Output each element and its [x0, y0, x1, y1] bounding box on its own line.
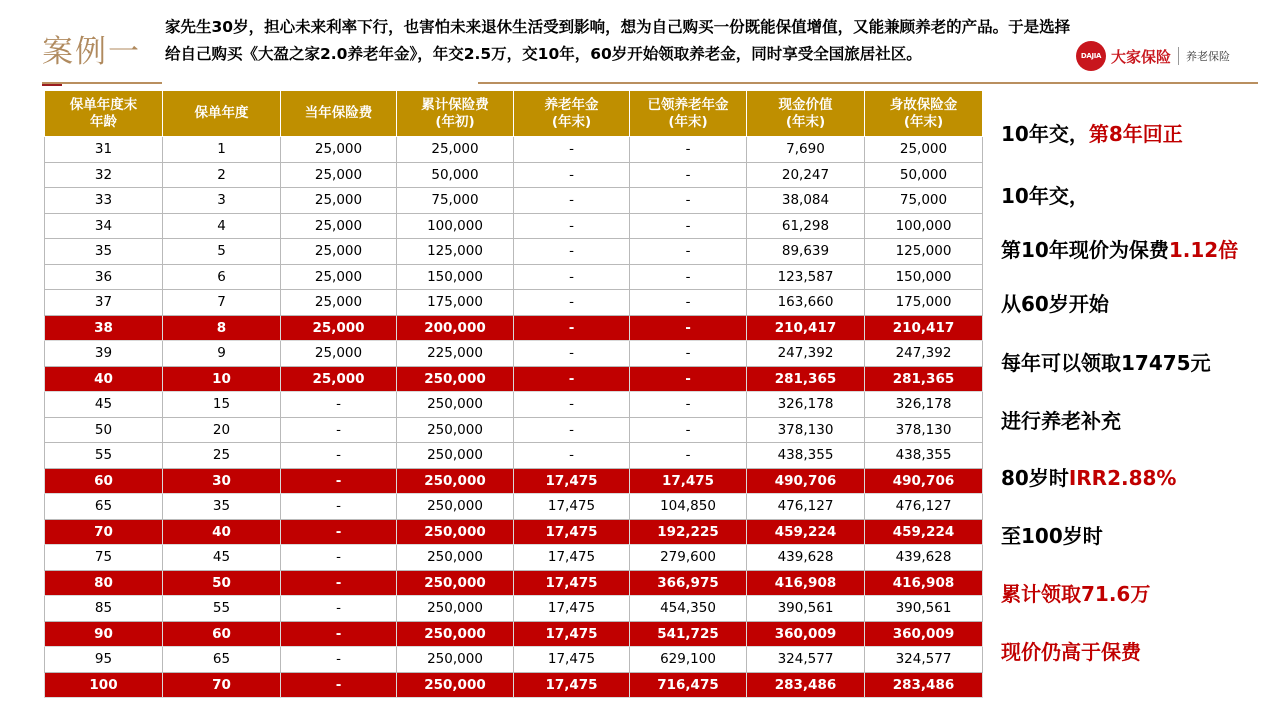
column-header — [514, 91, 630, 137]
table-cell: - — [630, 162, 747, 188]
table-cell: - — [281, 545, 397, 571]
table-cell: 45 — [45, 392, 163, 418]
table-header — [45, 91, 983, 137]
column-header — [397, 91, 514, 137]
table-cell: - — [281, 672, 397, 698]
table-cell: - — [281, 392, 397, 418]
table-cell: 125,000 — [397, 239, 514, 265]
column-header-line: (年末) — [785, 113, 826, 130]
table-cell: 17,475 — [514, 621, 630, 647]
table-cell: - — [281, 417, 397, 443]
table-cell: 100 — [45, 672, 163, 698]
column-header-line: (年末) — [551, 113, 592, 130]
table-cell: - — [514, 188, 630, 214]
table-cell: 200,000 — [397, 315, 514, 341]
table-cell: 250,000 — [397, 494, 514, 520]
table-cell: - — [630, 264, 747, 290]
table-cell: 61,298 — [747, 213, 865, 239]
table-cell: 9 — [163, 341, 281, 367]
table-row-highlighted — [45, 672, 983, 698]
table-header-row — [45, 91, 983, 137]
table-cell: 89,639 — [747, 239, 865, 265]
table-cell: 25,000 — [281, 213, 397, 239]
column-header-line: 养老年金 — [544, 96, 599, 113]
logo-mark-icon: DAJIA — [1076, 41, 1106, 71]
table-cell: 250,000 — [397, 672, 514, 698]
table-cell: 360,009 — [747, 621, 865, 647]
table-cell: 50,000 — [397, 162, 514, 188]
table-cell: - — [630, 417, 747, 443]
table-cell: 50 — [45, 417, 163, 443]
table-cell: 35 — [163, 494, 281, 520]
table-cell: 34 — [45, 213, 163, 239]
table-cell: 250,000 — [397, 519, 514, 545]
company-logo — [1072, 40, 1234, 72]
table-cell: 17,475 — [514, 570, 630, 596]
table-cell: 250,000 — [397, 570, 514, 596]
logo-name: 大家保险 — [1111, 47, 1172, 66]
table-cell: 6 — [163, 264, 281, 290]
table-row — [45, 264, 983, 290]
table-cell: 25,000 — [281, 239, 397, 265]
table-cell: - — [630, 392, 747, 418]
title-underline-right — [478, 82, 1258, 84]
table-cell: - — [630, 315, 747, 341]
table-cell: 250,000 — [397, 468, 514, 494]
side-note — [1001, 520, 1103, 549]
table-cell: - — [630, 188, 747, 214]
title-underline-accent — [42, 84, 62, 86]
table-cell: 279,600 — [630, 545, 747, 571]
table-cell: 104,850 — [630, 494, 747, 520]
table-cell: 366,975 — [630, 570, 747, 596]
table-cell: - — [630, 366, 747, 392]
intro-line-2: 给自己购买《大盈之家2.0养老年金》，年交2.5万，交10年，60岁开始领取养老金，同时享受全国旅居社区。 — [165, 45, 922, 63]
column-header — [281, 91, 397, 137]
table-cell: - — [514, 315, 630, 341]
table-cell: 90 — [45, 621, 163, 647]
table-cell: - — [630, 341, 747, 367]
case-title: 案例一 — [42, 34, 141, 70]
table-cell: 50,000 — [865, 162, 983, 188]
table-cell: 541,725 — [630, 621, 747, 647]
table-row — [45, 137, 983, 163]
table-cell: 95 — [45, 647, 163, 673]
table-cell: 17,475 — [514, 519, 630, 545]
table-row-highlighted — [45, 570, 983, 596]
table-cell: 5 — [163, 239, 281, 265]
table-cell: 250,000 — [397, 366, 514, 392]
column-header-line: (年初) — [435, 113, 475, 130]
table-cell: 17,475 — [514, 494, 630, 520]
table-cell: 490,706 — [865, 468, 983, 494]
table-cell: 250,000 — [397, 621, 514, 647]
table-cell: - — [514, 443, 630, 469]
table-cell: 31 — [45, 137, 163, 163]
table-cell: 150,000 — [865, 264, 983, 290]
table-cell: 39 — [45, 341, 163, 367]
column-header-line: 保单年度末 — [69, 96, 138, 113]
column-header-line: 已领养老年金 — [647, 96, 729, 113]
side-note-highlight: 累计领取71.6万 — [1001, 582, 1151, 606]
table-cell: - — [514, 264, 630, 290]
table-cell: 75 — [45, 545, 163, 571]
table-cell: 360,009 — [865, 621, 983, 647]
table-cell: 210,417 — [747, 315, 865, 341]
table-cell: - — [281, 468, 397, 494]
table-cell: 10 — [163, 366, 281, 392]
table-row-highlighted — [45, 519, 983, 545]
table-cell: - — [514, 162, 630, 188]
table-cell: 50 — [163, 570, 281, 596]
table-cell: 476,127 — [747, 494, 865, 520]
column-header — [747, 91, 865, 137]
table-cell: 25,000 — [281, 290, 397, 316]
table-cell: 70 — [45, 519, 163, 545]
table-cell: 7,690 — [747, 137, 865, 163]
table-cell: - — [281, 570, 397, 596]
table-cell: 36 — [45, 264, 163, 290]
table-cell: - — [514, 341, 630, 367]
table-cell: 416,908 — [865, 570, 983, 596]
table-cell: 459,224 — [865, 519, 983, 545]
table-cell: - — [630, 290, 747, 316]
side-note — [1001, 347, 1211, 376]
table-cell: 100,000 — [397, 213, 514, 239]
table-cell: - — [281, 494, 397, 520]
table-cell: 163,660 — [747, 290, 865, 316]
table-cell: 324,577 — [865, 647, 983, 673]
table-cell: 15 — [163, 392, 281, 418]
table-cell: 100,000 — [865, 213, 983, 239]
logo-divider — [1178, 47, 1179, 65]
table-cell: 37 — [45, 290, 163, 316]
table-cell: 150,000 — [397, 264, 514, 290]
table-row-highlighted — [45, 468, 983, 494]
table-cell: 250,000 — [397, 596, 514, 622]
table-cell: 250,000 — [397, 417, 514, 443]
side-note-highlight: 1.12倍 — [1168, 238, 1239, 262]
table-cell: 25,000 — [397, 137, 514, 163]
column-header-line: 年龄 — [90, 113, 117, 130]
table-cell: 326,178 — [747, 392, 865, 418]
table-cell: 476,127 — [865, 494, 983, 520]
column-header — [163, 91, 281, 137]
table-row — [45, 443, 983, 469]
table-cell: 17,475 — [514, 596, 630, 622]
side-note-highlight: 现价仍高于保费 — [1001, 640, 1141, 664]
table-cell: 210,417 — [865, 315, 983, 341]
side-note-highlight: IRR2.88% — [1068, 466, 1177, 490]
table-cell: 439,628 — [747, 545, 865, 571]
table-cell: 225,000 — [397, 341, 514, 367]
table-cell: 8 — [163, 315, 281, 341]
column-header-line: 现金价值 — [778, 96, 833, 113]
table-cell: 629,100 — [630, 647, 747, 673]
table-cell: 55 — [163, 596, 281, 622]
table-cell: - — [630, 213, 747, 239]
table-cell: 175,000 — [865, 290, 983, 316]
side-note — [1001, 180, 1089, 209]
column-header — [630, 91, 747, 137]
table-cell: - — [630, 137, 747, 163]
side-note — [1001, 234, 1238, 263]
table-cell: 60 — [45, 468, 163, 494]
column-header-line: (年末) — [903, 113, 944, 130]
table-cell: 2 — [163, 162, 281, 188]
table-cell: - — [514, 392, 630, 418]
table-cell: 20,247 — [747, 162, 865, 188]
table-cell: 17,475 — [514, 672, 630, 698]
table-cell: - — [630, 239, 747, 265]
table-cell: 250,000 — [397, 392, 514, 418]
table-cell: 716,475 — [630, 672, 747, 698]
side-note-text: 第10年现价为保费 — [1001, 238, 1169, 262]
table-body — [45, 137, 983, 698]
table-cell: 192,225 — [630, 519, 747, 545]
table-cell: 30 — [163, 468, 281, 494]
column-header-line: (年末) — [668, 113, 708, 130]
table-row — [45, 188, 983, 214]
column-header-line: 当年保险费 — [304, 105, 373, 121]
table-cell: 390,561 — [865, 596, 983, 622]
side-note — [1001, 288, 1109, 317]
table-cell: 38,084 — [747, 188, 865, 214]
table-cell: 281,365 — [865, 366, 983, 392]
side-note — [1001, 405, 1121, 434]
side-note — [1001, 578, 1150, 607]
table-cell: 33 — [45, 188, 163, 214]
table-cell: 40 — [163, 519, 281, 545]
logo-subtitle: 养老保险 — [1186, 50, 1231, 63]
table-cell: 70 — [163, 672, 281, 698]
table-row — [45, 647, 983, 673]
table-cell: 459,224 — [747, 519, 865, 545]
column-header-line: 累计保险费 — [421, 96, 489, 113]
table-cell: 326,178 — [865, 392, 983, 418]
table-cell: 281,365 — [747, 366, 865, 392]
table-cell: - — [281, 647, 397, 673]
table-row — [45, 545, 983, 571]
table-cell: 38 — [45, 315, 163, 341]
table-cell: 25,000 — [865, 137, 983, 163]
side-note-highlight: 第8年回正 — [1088, 122, 1183, 146]
table-cell: 32 — [45, 162, 163, 188]
table-cell: 25,000 — [281, 162, 397, 188]
table-cell: - — [630, 443, 747, 469]
table-cell: - — [514, 366, 630, 392]
table-cell: 20 — [163, 417, 281, 443]
table-cell: 175,000 — [397, 290, 514, 316]
table-cell: 247,392 — [865, 341, 983, 367]
table-cell: 65 — [163, 647, 281, 673]
table-cell: - — [514, 290, 630, 316]
side-note-text: 进行养老补充 — [1001, 409, 1121, 433]
table-row-highlighted — [45, 315, 983, 341]
table-cell: 4 — [163, 213, 281, 239]
table-cell: 378,130 — [865, 417, 983, 443]
table-cell: 25,000 — [281, 137, 397, 163]
table-cell: - — [514, 213, 630, 239]
side-note — [1001, 636, 1141, 665]
table-cell: - — [514, 137, 630, 163]
table-cell: 390,561 — [747, 596, 865, 622]
table-row — [45, 494, 983, 520]
table-cell: - — [281, 621, 397, 647]
table-row — [45, 213, 983, 239]
table-row — [45, 341, 983, 367]
table-cell: 250,000 — [397, 545, 514, 571]
side-note-text: 每年可以领取17475元 — [1001, 351, 1211, 375]
table-cell: 25 — [163, 443, 281, 469]
table-cell: - — [281, 443, 397, 469]
table-cell: 17,475 — [514, 545, 630, 571]
table-cell: 324,577 — [747, 647, 865, 673]
table-cell: 123,587 — [747, 264, 865, 290]
table-cell: 17,475 — [514, 468, 630, 494]
side-note — [1001, 462, 1176, 491]
table-cell: - — [281, 519, 397, 545]
table-cell: 55 — [45, 443, 163, 469]
column-header — [865, 91, 983, 137]
table-cell: 416,908 — [747, 570, 865, 596]
table-cell: 45 — [163, 545, 281, 571]
table-cell: 75,000 — [397, 188, 514, 214]
side-note — [1001, 118, 1183, 147]
table-cell: 75,000 — [865, 188, 983, 214]
table-cell: 378,130 — [747, 417, 865, 443]
table-cell: 17,475 — [630, 468, 747, 494]
table-cell: 247,392 — [747, 341, 865, 367]
table-cell: 25,000 — [281, 366, 397, 392]
column-header — [45, 91, 163, 137]
table-cell: 35 — [45, 239, 163, 265]
side-note-text: 10年交， — [1001, 122, 1089, 146]
side-note-text: 至100岁时 — [1001, 524, 1103, 548]
table-cell: - — [281, 596, 397, 622]
side-note-text: 10年交， — [1001, 184, 1089, 208]
table-row — [45, 239, 983, 265]
intro-line-1: 家先生30岁，担心未来利率下行，也害怕未来退休生活受到影响，想为自己购买一份既能保值增值，又能兼顾养老的产品。于是选择 — [165, 18, 1071, 36]
benefit-table — [44, 90, 983, 698]
table-cell: 283,486 — [747, 672, 865, 698]
side-note-text: 从60岁开始 — [1001, 292, 1109, 316]
table-cell: 490,706 — [747, 468, 865, 494]
table-cell: - — [514, 239, 630, 265]
table-row — [45, 596, 983, 622]
table-cell: - — [514, 417, 630, 443]
table-cell: 125,000 — [865, 239, 983, 265]
table-cell: 3 — [163, 188, 281, 214]
side-note-text: 80岁时 — [1001, 466, 1069, 490]
column-header-line: 保单年度 — [194, 105, 249, 121]
table-cell: 80 — [45, 570, 163, 596]
table-cell: 60 — [163, 621, 281, 647]
table-cell: 25,000 — [281, 188, 397, 214]
table-cell: 65 — [45, 494, 163, 520]
table-cell: 438,355 — [747, 443, 865, 469]
table-cell: 40 — [45, 366, 163, 392]
table-cell: 17,475 — [514, 647, 630, 673]
table-row — [45, 417, 983, 443]
table-cell: 438,355 — [865, 443, 983, 469]
table-cell: 85 — [45, 596, 163, 622]
table-row — [45, 162, 983, 188]
table-row-highlighted — [45, 621, 983, 647]
table-cell: 25,000 — [281, 341, 397, 367]
table-row — [45, 392, 983, 418]
column-header-line: 身故保险金 — [889, 96, 958, 113]
table-row-highlighted — [45, 366, 983, 392]
table-row — [45, 290, 983, 316]
table-cell: 25,000 — [281, 315, 397, 341]
table-cell: 454,350 — [630, 596, 747, 622]
table-cell: 7 — [163, 290, 281, 316]
table-cell: 439,628 — [865, 545, 983, 571]
table-cell: 283,486 — [865, 672, 983, 698]
table-cell: 250,000 — [397, 443, 514, 469]
table-cell: 25,000 — [281, 264, 397, 290]
table-cell: 250,000 — [397, 647, 514, 673]
table-cell: 1 — [163, 137, 281, 163]
